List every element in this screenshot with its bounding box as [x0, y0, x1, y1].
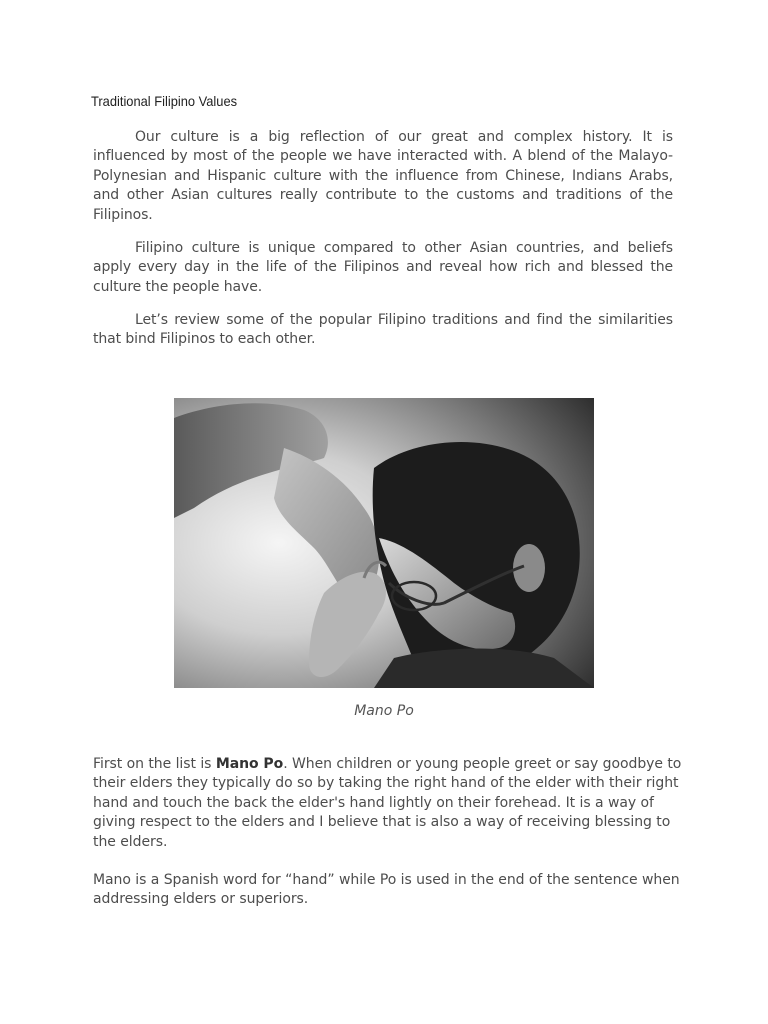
intro-paragraph-1: Our culture is a big reflection of our great and complex history. It is influenced by most of the people we have interacted with. A blend of the Malayo-Polynesian and Hispanic culture with the influence from Chinese, Indians Arabs, and other Asian cultures really contribute to the customs and traditions of the Filipinos.	[93, 129, 673, 223]
mano-meaning-paragraph: Mano is a Spanish word for “hand” while Po is used in the end of the sentence when addressing elders or superiors.	[93, 872, 680, 908]
mano-po-term: Mano Po	[215, 756, 284, 772]
document-title: Traditional Filipino Values	[91, 93, 238, 109]
intro-paragraph-3: Let’s review some of the popular Filipino traditions and find the similarities that bind Filipinos to each other.	[93, 312, 673, 348]
mano-po-text-rest: . When children or young people greet or say goodbye to their elders they typically do so by taking the right hand of the elder with their right hand and touch the back the elder's hand lightly on their forehead. It is a way of giving respect to the elders and I believe that is also a way of receiving blessing to the elders.	[93, 756, 682, 850]
mano-po-paragraph	[93, 755, 693, 852]
intro-paragraph-2: Filipino culture is unique compared to other Asian countries, and beliefs apply every day in the life of the Filipinos and reveal how rich and blessed the culture the people have.	[93, 240, 673, 295]
mano-po-text-start: First on the list is	[93, 756, 216, 772]
figure-caption: Mano Po	[354, 703, 414, 719]
mano-po-photo	[174, 398, 594, 688]
